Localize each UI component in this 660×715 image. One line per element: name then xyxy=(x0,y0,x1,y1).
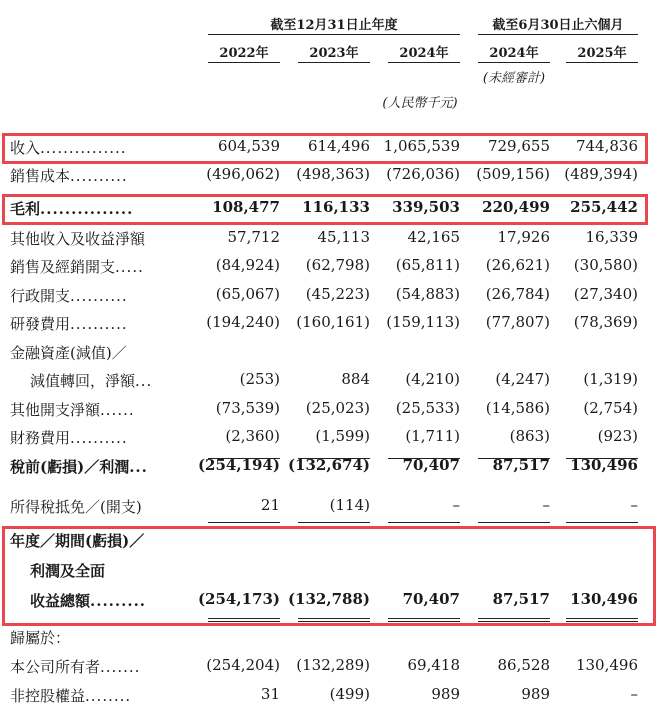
cell-value: 220,499 xyxy=(482,198,550,216)
cell-value: 16,339 xyxy=(585,228,638,246)
row-label xyxy=(10,627,70,648)
cell-value: (4,247) xyxy=(495,370,550,388)
header-year-underline xyxy=(388,62,460,63)
cell-value: – xyxy=(630,685,638,703)
row-label-text: 財務費用 xyxy=(10,429,71,447)
subtotal-underline xyxy=(388,522,460,523)
row-label-text: 年度／期間(虧損)／ xyxy=(10,532,145,550)
cell-value: 87,517 xyxy=(492,456,550,474)
table-row-other-income xyxy=(0,224,660,252)
table-row-admin-expenses xyxy=(0,281,660,309)
cell-value: 989 xyxy=(431,685,460,703)
cell-value: (2,360) xyxy=(225,427,280,445)
cell-value: (77,807) xyxy=(485,313,550,331)
row-leader-dots: .......... xyxy=(70,167,128,185)
cell-value: (496,062) xyxy=(206,165,280,183)
header-group-interim: 截至6月30日止六個月 xyxy=(492,18,624,33)
row-leader-dots: .......... xyxy=(70,429,128,447)
cell-value: (73,539) xyxy=(215,399,280,417)
cell-value: (1,711) xyxy=(405,427,460,445)
row-leader-dots: ..... xyxy=(115,258,144,276)
cell-value: (27,340) xyxy=(573,285,638,303)
cell-value: (160,161) xyxy=(296,313,370,331)
header-year-underline xyxy=(208,62,280,63)
cell-value: (25,023) xyxy=(305,399,370,417)
cell-value: 729,655 xyxy=(487,137,550,155)
cell-value: (78,369) xyxy=(573,313,638,331)
header-year-2023: 2023年 xyxy=(309,46,359,61)
cell-value: 255,442 xyxy=(570,198,638,216)
cell-value: – xyxy=(452,496,460,514)
cell-value: 116,133 xyxy=(302,198,370,216)
header-group-annual: 截至12月31日止年度 xyxy=(270,18,398,33)
cell-value: 86,528 xyxy=(497,656,550,674)
subtotal-underline xyxy=(478,458,550,459)
cell-value: (26,621) xyxy=(485,256,550,274)
cell-value: (26,784) xyxy=(485,285,550,303)
row-leader-dots: ... xyxy=(129,458,148,476)
cell-value: – xyxy=(542,496,550,514)
row-label-text: 研發費用 xyxy=(10,315,71,333)
table-row-impairment-heading xyxy=(0,338,660,366)
cell-value: 45,113 xyxy=(317,228,370,246)
header-currency-note: (人民幣千元) xyxy=(382,96,458,111)
cell-value: 604,539 xyxy=(217,137,280,155)
table-row-selling-expenses xyxy=(0,252,660,280)
highlight-box-total-comprehensive xyxy=(2,526,656,626)
row-label-text: 歸屬於： xyxy=(10,629,71,647)
cell-value: (194,240) xyxy=(206,313,280,331)
cell-value: 1,065,539 xyxy=(383,137,460,155)
table-row-impairment-net xyxy=(0,366,660,394)
row-label xyxy=(10,165,128,186)
cell-value: (159,113) xyxy=(386,313,460,331)
cell-value: (1,599) xyxy=(315,427,370,445)
row-leader-dots: ...... xyxy=(100,401,135,419)
cell-value: 614,496 xyxy=(307,137,370,155)
cell-value: (132,289) xyxy=(296,656,370,674)
cell-value: (84,924) xyxy=(215,256,280,274)
table-row-cost-of-sales xyxy=(0,161,660,189)
row-leader-dots: ............... xyxy=(40,200,134,218)
cell-value: (132,788) xyxy=(287,590,370,608)
table-row-income-tax xyxy=(0,492,660,520)
cell-value: 42,165 xyxy=(407,228,460,246)
cell-value: 108,477 xyxy=(212,198,280,216)
table-row-profit-before-tax xyxy=(0,452,660,480)
cell-value: 17,926 xyxy=(497,228,550,246)
cell-value: 21 xyxy=(260,496,280,514)
cell-value: 70,407 xyxy=(402,456,460,474)
subtotal-underline xyxy=(208,458,280,459)
header-year-2022: 2022年 xyxy=(219,46,269,61)
row-label-text: 利潤及全面 xyxy=(30,562,106,580)
subtotal-underline xyxy=(298,458,370,459)
header-year-underline xyxy=(478,62,550,63)
subtotal-underline xyxy=(388,458,460,459)
subtotal-underline xyxy=(208,522,280,523)
table-row-rnd-expenses xyxy=(0,309,660,337)
highlight-box-revenue xyxy=(2,133,648,164)
cell-value: (4,210) xyxy=(405,370,460,388)
cell-value: (1,319) xyxy=(583,370,638,388)
cell-value: 70,407 xyxy=(402,590,460,608)
row-label-text: 所得稅抵免／(開支) xyxy=(10,498,142,516)
cell-value: 130,496 xyxy=(570,456,638,474)
subtotal-underline xyxy=(566,522,638,523)
row-label xyxy=(10,313,128,334)
row-label xyxy=(10,427,128,448)
row-label-text: 毛利 xyxy=(10,200,41,218)
cell-value: (254,194) xyxy=(197,456,280,474)
table-row-other-expenses xyxy=(0,395,660,423)
table-row-non-controlling xyxy=(0,681,660,709)
row-label xyxy=(10,456,148,477)
row-label xyxy=(10,656,140,677)
row-label-text: 金融資產(減值)／ xyxy=(10,344,127,362)
cell-value: (498,363) xyxy=(296,165,370,183)
header-unaudited-note: (未經審計) xyxy=(482,71,546,86)
subtotal-underline xyxy=(566,458,638,459)
cell-value: (863) xyxy=(509,427,550,445)
row-label xyxy=(10,496,142,517)
row-label-text: 銷售及經銷開支 xyxy=(10,258,116,276)
cell-value: 744,836 xyxy=(575,137,638,155)
header-year-underline xyxy=(298,62,370,63)
cell-value: (489,394) xyxy=(564,165,638,183)
cell-value: (509,156) xyxy=(476,165,550,183)
row-label xyxy=(10,399,135,420)
cell-value: (25,533) xyxy=(395,399,460,417)
cell-value: (254,173) xyxy=(197,590,280,608)
table-row-owners-of-company xyxy=(0,652,660,680)
row-label-text: 稅前(虧損)／利潤 xyxy=(10,458,130,476)
subtotal-underline xyxy=(478,522,550,523)
cell-value: 130,496 xyxy=(575,656,638,674)
cell-value: (62,798) xyxy=(305,256,370,274)
row-label xyxy=(10,342,127,363)
row-label xyxy=(10,285,128,306)
cell-value: (253) xyxy=(239,370,280,388)
header-year-2025-interim: 2025年 xyxy=(577,46,627,61)
row-label xyxy=(30,370,152,391)
row-label-text: 收入 xyxy=(10,139,41,157)
cell-value: (132,674) xyxy=(287,456,370,474)
highlight-box-gross-profit xyxy=(2,194,648,225)
header-year-2024: 2024年 xyxy=(399,46,449,61)
cell-value: (65,067) xyxy=(215,285,280,303)
row-leader-dots: ........ xyxy=(85,687,132,705)
header-year-underline xyxy=(566,62,638,63)
cell-value: 87,517 xyxy=(492,590,550,608)
row-label xyxy=(10,228,145,249)
cell-value: (499) xyxy=(329,685,370,703)
cell-value: – xyxy=(630,496,638,514)
header-year-2024-interim: 2024年 xyxy=(489,46,539,61)
cell-value: (254,204) xyxy=(206,656,280,674)
cell-value: (2,754) xyxy=(583,399,638,417)
row-label-text: 其他收入及收益淨額 xyxy=(10,230,146,248)
row-leader-dots: ... xyxy=(135,372,153,390)
row-leader-dots: ............... xyxy=(40,139,127,157)
row-label-text: 本公司所有者 xyxy=(10,658,101,676)
header-group-interim-underline xyxy=(478,34,638,35)
cell-value: 989 xyxy=(521,685,550,703)
row-leader-dots: ......... xyxy=(90,592,147,610)
row-label-text: 收益總額 xyxy=(30,592,91,610)
subtotal-underline xyxy=(298,522,370,523)
row-label xyxy=(10,256,144,277)
header-group-annual-underline xyxy=(208,34,460,35)
cell-value: (14,586) xyxy=(485,399,550,417)
cell-value: 57,712 xyxy=(227,228,280,246)
cell-value: 130,496 xyxy=(570,590,638,608)
row-leader-dots: .......... xyxy=(70,287,128,305)
cell-value: (114) xyxy=(329,496,370,514)
cell-value: (923) xyxy=(597,427,638,445)
cell-value: 339,503 xyxy=(392,198,460,216)
row-label-text: 其他開支淨額 xyxy=(10,401,101,419)
row-label-text: 減值轉回，淨額 xyxy=(30,372,136,390)
cell-value: 884 xyxy=(341,370,370,388)
row-label-text: 非控股權益 xyxy=(10,687,86,705)
cell-value: (65,811) xyxy=(395,256,460,274)
row-label-text: 行政開支 xyxy=(10,287,71,305)
cell-value: (726,036) xyxy=(386,165,460,183)
cell-value: 69,418 xyxy=(407,656,460,674)
row-leader-dots: ....... xyxy=(100,658,141,676)
cell-value: 31 xyxy=(260,685,280,703)
cell-value: (30,580) xyxy=(573,256,638,274)
table-row-finance-costs xyxy=(0,423,660,451)
row-leader-dots: .......... xyxy=(70,315,128,333)
table-row-attributable-heading xyxy=(0,623,660,651)
row-label-text: 銷售成本 xyxy=(10,167,71,185)
row-label xyxy=(10,685,131,706)
cell-value: (54,883) xyxy=(395,285,460,303)
cell-value: (45,223) xyxy=(305,285,370,303)
